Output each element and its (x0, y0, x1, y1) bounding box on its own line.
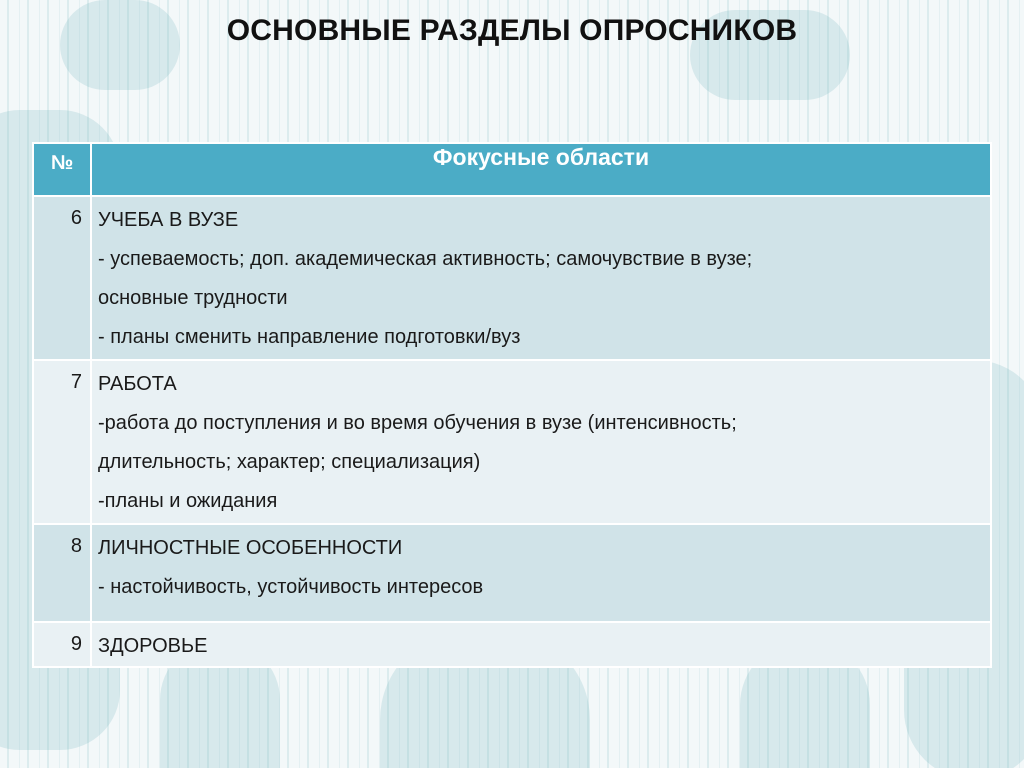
table-row (33, 524, 991, 622)
row-number: 8 (33, 524, 91, 622)
section-heading: РАБОТА (98, 373, 177, 395)
table-row (33, 360, 991, 524)
row-content (91, 360, 991, 524)
table-row (33, 196, 991, 360)
section-detail: -планы и ожидания (98, 490, 278, 512)
table-header-row (33, 143, 991, 196)
section-detail: - настойчивость, устойчивость интересов (98, 576, 484, 598)
section-heading: ЗДОРОВЬЕ (98, 635, 208, 657)
focus-areas-table (32, 142, 992, 668)
section-heading: ЛИЧНОСТНЫЕ ОСОБЕННОСТИ (98, 537, 403, 559)
table-row (33, 622, 991, 667)
section-detail: длительность; характер; специализация) (98, 451, 481, 473)
row-content (91, 622, 991, 667)
page-title: ОСНОВНЫЕ РАЗДЕЛЫ ОПРОСНИКОВ (226, 14, 798, 47)
row-content (91, 524, 991, 622)
section-heading: УЧЕБА В ВУЗЕ (98, 209, 239, 231)
section-detail: -работа до поступления и во время обучения в вузе (интенсивность; (98, 412, 737, 434)
row-number: 6 (33, 196, 91, 360)
number-column-header: № (33, 143, 91, 196)
row-number: 7 (33, 360, 91, 524)
section-detail: - успеваемость; доп. академическая активность; самочувствие в вузе; (98, 248, 753, 270)
section-detail: - планы сменить направление подготовки/вуз (98, 326, 521, 348)
focus-column-header: Фокусные области (91, 143, 991, 196)
row-content (91, 196, 991, 360)
section-detail: основные трудности (98, 287, 288, 309)
row-number: 9 (33, 622, 91, 667)
